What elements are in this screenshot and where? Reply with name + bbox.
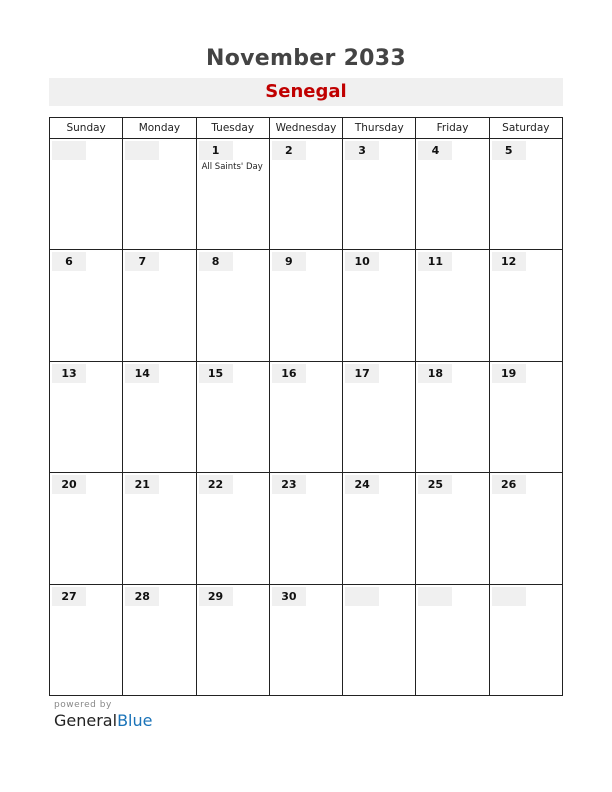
powered-by-text: powered by	[54, 700, 112, 710]
day-number: 6	[52, 252, 86, 271]
day-number: 15	[199, 364, 233, 383]
day-cell	[123, 250, 196, 361]
day-cell	[50, 584, 123, 695]
day-cell	[123, 584, 196, 695]
day-number: 7	[125, 252, 159, 271]
day-number: 3	[345, 141, 379, 160]
day-cell	[416, 473, 489, 584]
day-cell	[269, 361, 342, 472]
weekday-header: Friday	[416, 118, 489, 139]
weekday-header: Saturday	[489, 118, 562, 139]
weekday-header: Thursday	[343, 118, 416, 139]
footer-branding	[54, 700, 152, 730]
day-number	[125, 141, 159, 160]
brand-blue: Blue	[117, 711, 153, 730]
day-cell	[123, 139, 196, 250]
day-number: 2	[272, 141, 306, 160]
day-cell	[196, 473, 269, 584]
day-number: 11	[418, 252, 452, 271]
calendar-title: November 2033	[205, 46, 407, 71]
weekday-header: Wednesday	[269, 118, 342, 139]
day-number: 28	[125, 587, 159, 606]
weekday-header-row	[50, 118, 563, 139]
brand-general: General	[54, 711, 118, 730]
day-number: 22	[199, 475, 233, 494]
day-cell	[196, 250, 269, 361]
day-cell	[416, 361, 489, 472]
day-cell	[50, 139, 123, 250]
day-cell	[489, 584, 562, 695]
week-row	[50, 250, 563, 361]
week-row	[50, 584, 563, 695]
week-row	[50, 473, 563, 584]
weekday-header: Tuesday	[196, 118, 269, 139]
day-number	[52, 141, 86, 160]
day-number: 1	[199, 141, 233, 160]
day-number: 8	[199, 252, 233, 271]
day-cell	[123, 473, 196, 584]
day-cell	[343, 473, 416, 584]
calendar-grid	[49, 117, 563, 696]
day-cell	[50, 473, 123, 584]
country-name: Senegal	[265, 81, 347, 102]
day-cell	[50, 250, 123, 361]
day-number	[345, 587, 379, 606]
day-cell	[489, 139, 562, 250]
day-cell	[416, 139, 489, 250]
country-band	[49, 78, 563, 106]
day-number: 20	[52, 475, 86, 494]
day-cell	[343, 584, 416, 695]
day-cell	[269, 250, 342, 361]
day-cell	[416, 250, 489, 361]
day-number: 30	[272, 587, 306, 606]
day-cell	[196, 361, 269, 472]
day-cell	[269, 473, 342, 584]
day-cell	[416, 584, 489, 695]
week-row	[50, 361, 563, 472]
day-cell	[196, 139, 269, 250]
week-row	[50, 139, 563, 250]
holiday-label: All Saints' Day	[201, 162, 263, 172]
weekday-header: Monday	[123, 118, 196, 139]
day-number: 10	[345, 252, 379, 271]
day-cell	[269, 139, 342, 250]
day-number: 23	[272, 475, 306, 494]
day-number: 27	[52, 587, 86, 606]
day-number: 25	[418, 475, 452, 494]
day-number: 29	[199, 587, 233, 606]
day-number	[492, 587, 526, 606]
day-number: 24	[345, 475, 379, 494]
day-number: 19	[492, 364, 526, 383]
day-number: 26	[492, 475, 526, 494]
day-cell	[50, 361, 123, 472]
day-number: 4	[418, 141, 452, 160]
day-cell	[489, 361, 562, 472]
day-cell	[343, 250, 416, 361]
day-cell	[196, 584, 269, 695]
day-number: 12	[492, 252, 526, 271]
day-number: 16	[272, 364, 306, 383]
day-number: 5	[492, 141, 526, 160]
day-cell	[269, 584, 342, 695]
day-number: 18	[418, 364, 452, 383]
day-number: 17	[345, 364, 379, 383]
day-number: 13	[52, 364, 86, 383]
day-number	[418, 587, 452, 606]
day-number: 14	[125, 364, 159, 383]
day-cell	[343, 361, 416, 472]
day-cell	[343, 139, 416, 250]
day-cell	[489, 250, 562, 361]
day-cell	[123, 361, 196, 472]
day-number: 9	[272, 252, 306, 271]
weekday-header: Sunday	[50, 118, 123, 139]
day-cell	[489, 473, 562, 584]
generalblue-logo[interactable]	[54, 711, 152, 730]
day-number: 21	[125, 475, 159, 494]
